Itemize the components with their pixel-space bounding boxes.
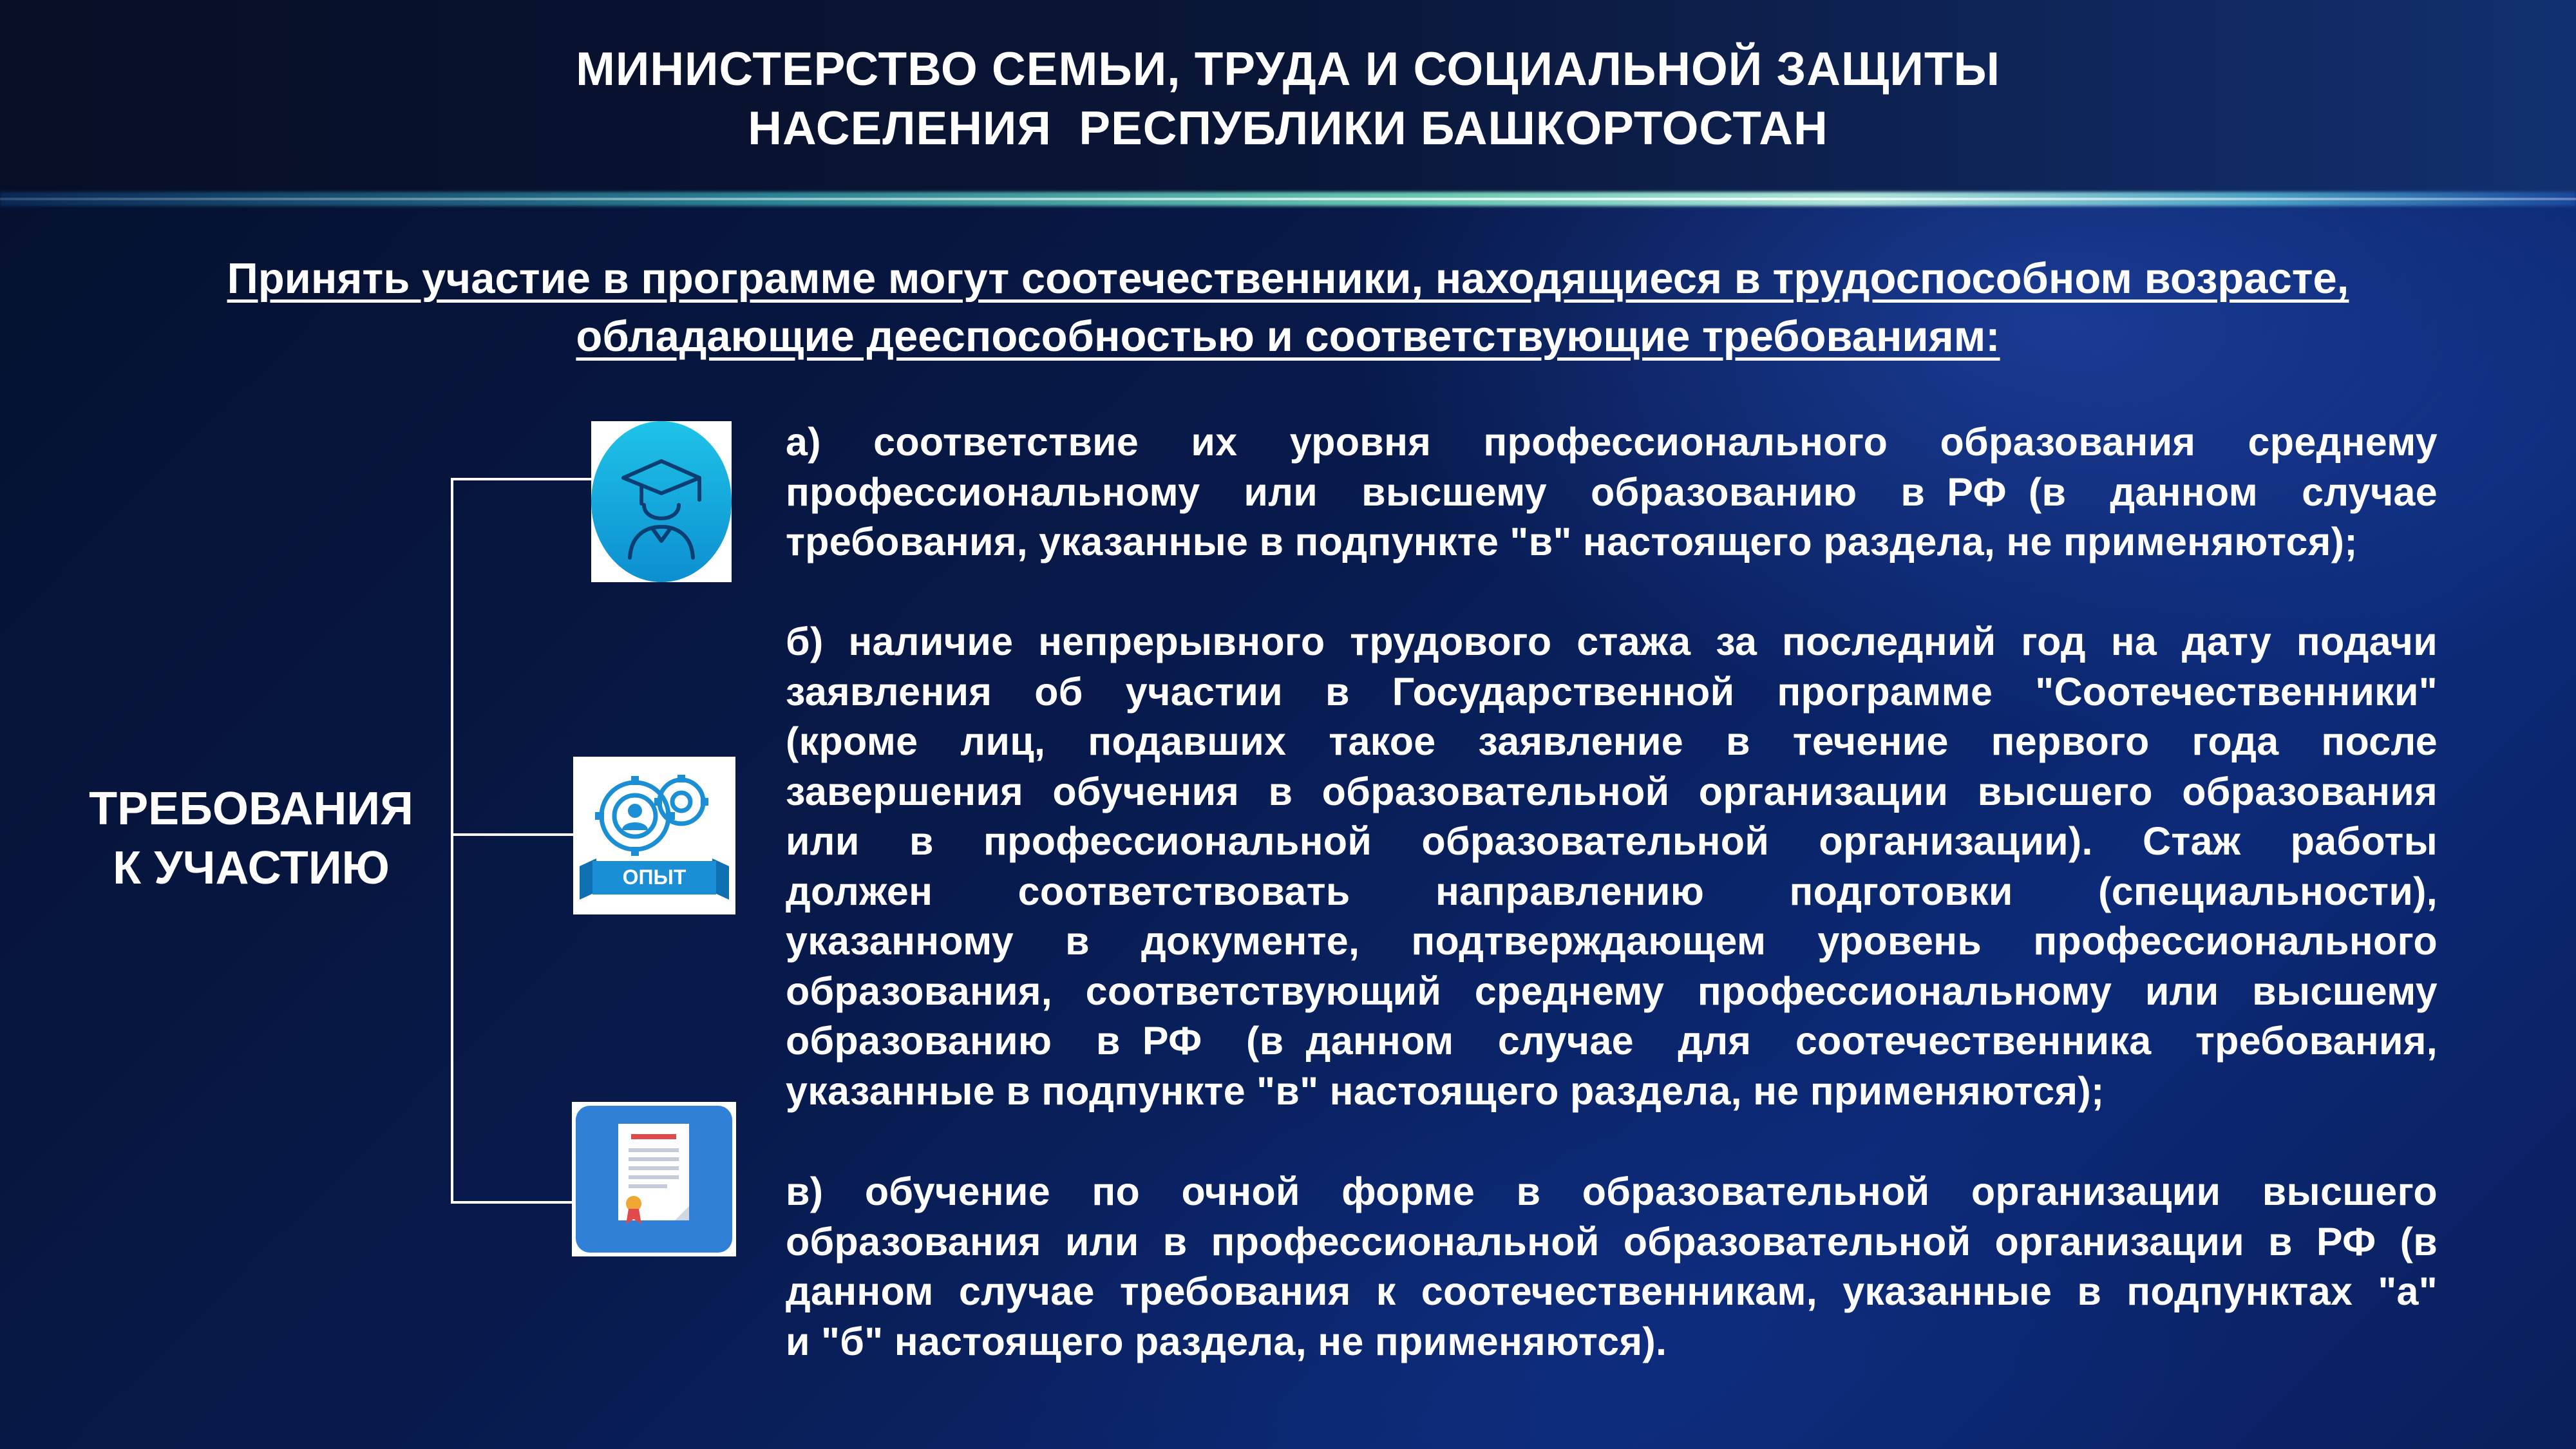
requirement-b-line: (кроме лиц, подавших такое заявление в течение первого года после bbox=[786, 719, 2438, 763]
requirement-b-line: б) наличие непрерывного трудового стажа за последний год на дату подачи bbox=[786, 620, 2438, 663]
requirement-a-line: требования, указанные в подпункте "в" настоящего раздела, не применяются); bbox=[786, 520, 2358, 564]
requirement-b-line: указанные в подпункте "в" настоящего раздела, не применяются); bbox=[786, 1068, 2105, 1113]
intro-line: обладающие дееспособностью и соответствующие требованиям: bbox=[576, 312, 2000, 361]
requirement-c-line: данном случае требования к соотечественникам, указанные в подпунктах "а" bbox=[786, 1269, 2438, 1313]
intro-heading bbox=[39, 250, 2537, 366]
ministry-title-line: МИНИСТЕРСТВО СЕМЬИ, ТРУДА И СОЦИАЛЬНОЙ ЗАЩИТЫ bbox=[576, 43, 2000, 95]
requirements-label bbox=[52, 779, 451, 898]
requirement-c-line: и "б" настоящего раздела, не применяются). bbox=[786, 1319, 1667, 1363]
certificate-document-icon bbox=[572, 1102, 736, 1256]
bracket-connector-1 bbox=[451, 478, 596, 480]
requirement-c bbox=[786, 1167, 2438, 1367]
requirement-b-line: завершения обучения в образовательной организации высшего образования bbox=[786, 769, 2438, 813]
gears-person-icon bbox=[573, 757, 735, 914]
graduate-icon bbox=[591, 421, 732, 582]
experience-badge-text: ОПЫТ bbox=[622, 866, 687, 889]
requirement-b-line: или в профессиональной образовательной организации). Стаж работы bbox=[786, 819, 2438, 863]
requirement-c-line: в) обучение по очной форме в образовательной организации высшего bbox=[786, 1170, 2438, 1213]
requirements-label-line: К УЧАСТИЮ bbox=[113, 842, 390, 894]
intro-line: Принять участие в программе могут соотечественники, находящиеся в трудоспособном возрасте, bbox=[227, 254, 2349, 303]
requirement-b-line: указанному в документе, подтверждающем уровень профессионального bbox=[786, 919, 2438, 963]
requirement-a-line: профессиональному или высшему образованию в РФ (в данном случае bbox=[786, 469, 2438, 514]
requirement-a-line: а) соответствие их уровня профессионального образования среднему bbox=[786, 420, 2438, 464]
requirement-b-line: образованию в РФ (в данном случае для соотечественника требования, bbox=[786, 1019, 2438, 1063]
header-divider-line bbox=[0, 198, 2576, 200]
requirement-a bbox=[786, 417, 2438, 567]
requirement-b bbox=[786, 617, 2438, 1116]
requirement-c-line: образования или в профессиональной образовательной организации в РФ (в bbox=[786, 1219, 2438, 1264]
requirement-b-line: заявления об участии в Государственной программе "Соотечественники" bbox=[786, 669, 2438, 714]
ministry-title bbox=[0, 40, 2576, 158]
requirements-label-line: ТРЕБОВАНИЯ bbox=[89, 783, 413, 835]
bracket-vertical-line bbox=[451, 478, 453, 1202]
requirement-b-line: образования, соответствующий среднему профессиональному или высшему bbox=[786, 969, 2438, 1013]
ministry-title-line: НАСЕЛЕНИЯ РЕСПУБЛИКИ БАШКОРТОСТАН bbox=[748, 102, 1828, 155]
requirement-b-line: должен соответствовать направлению подготовки (специальности), bbox=[786, 869, 2438, 913]
